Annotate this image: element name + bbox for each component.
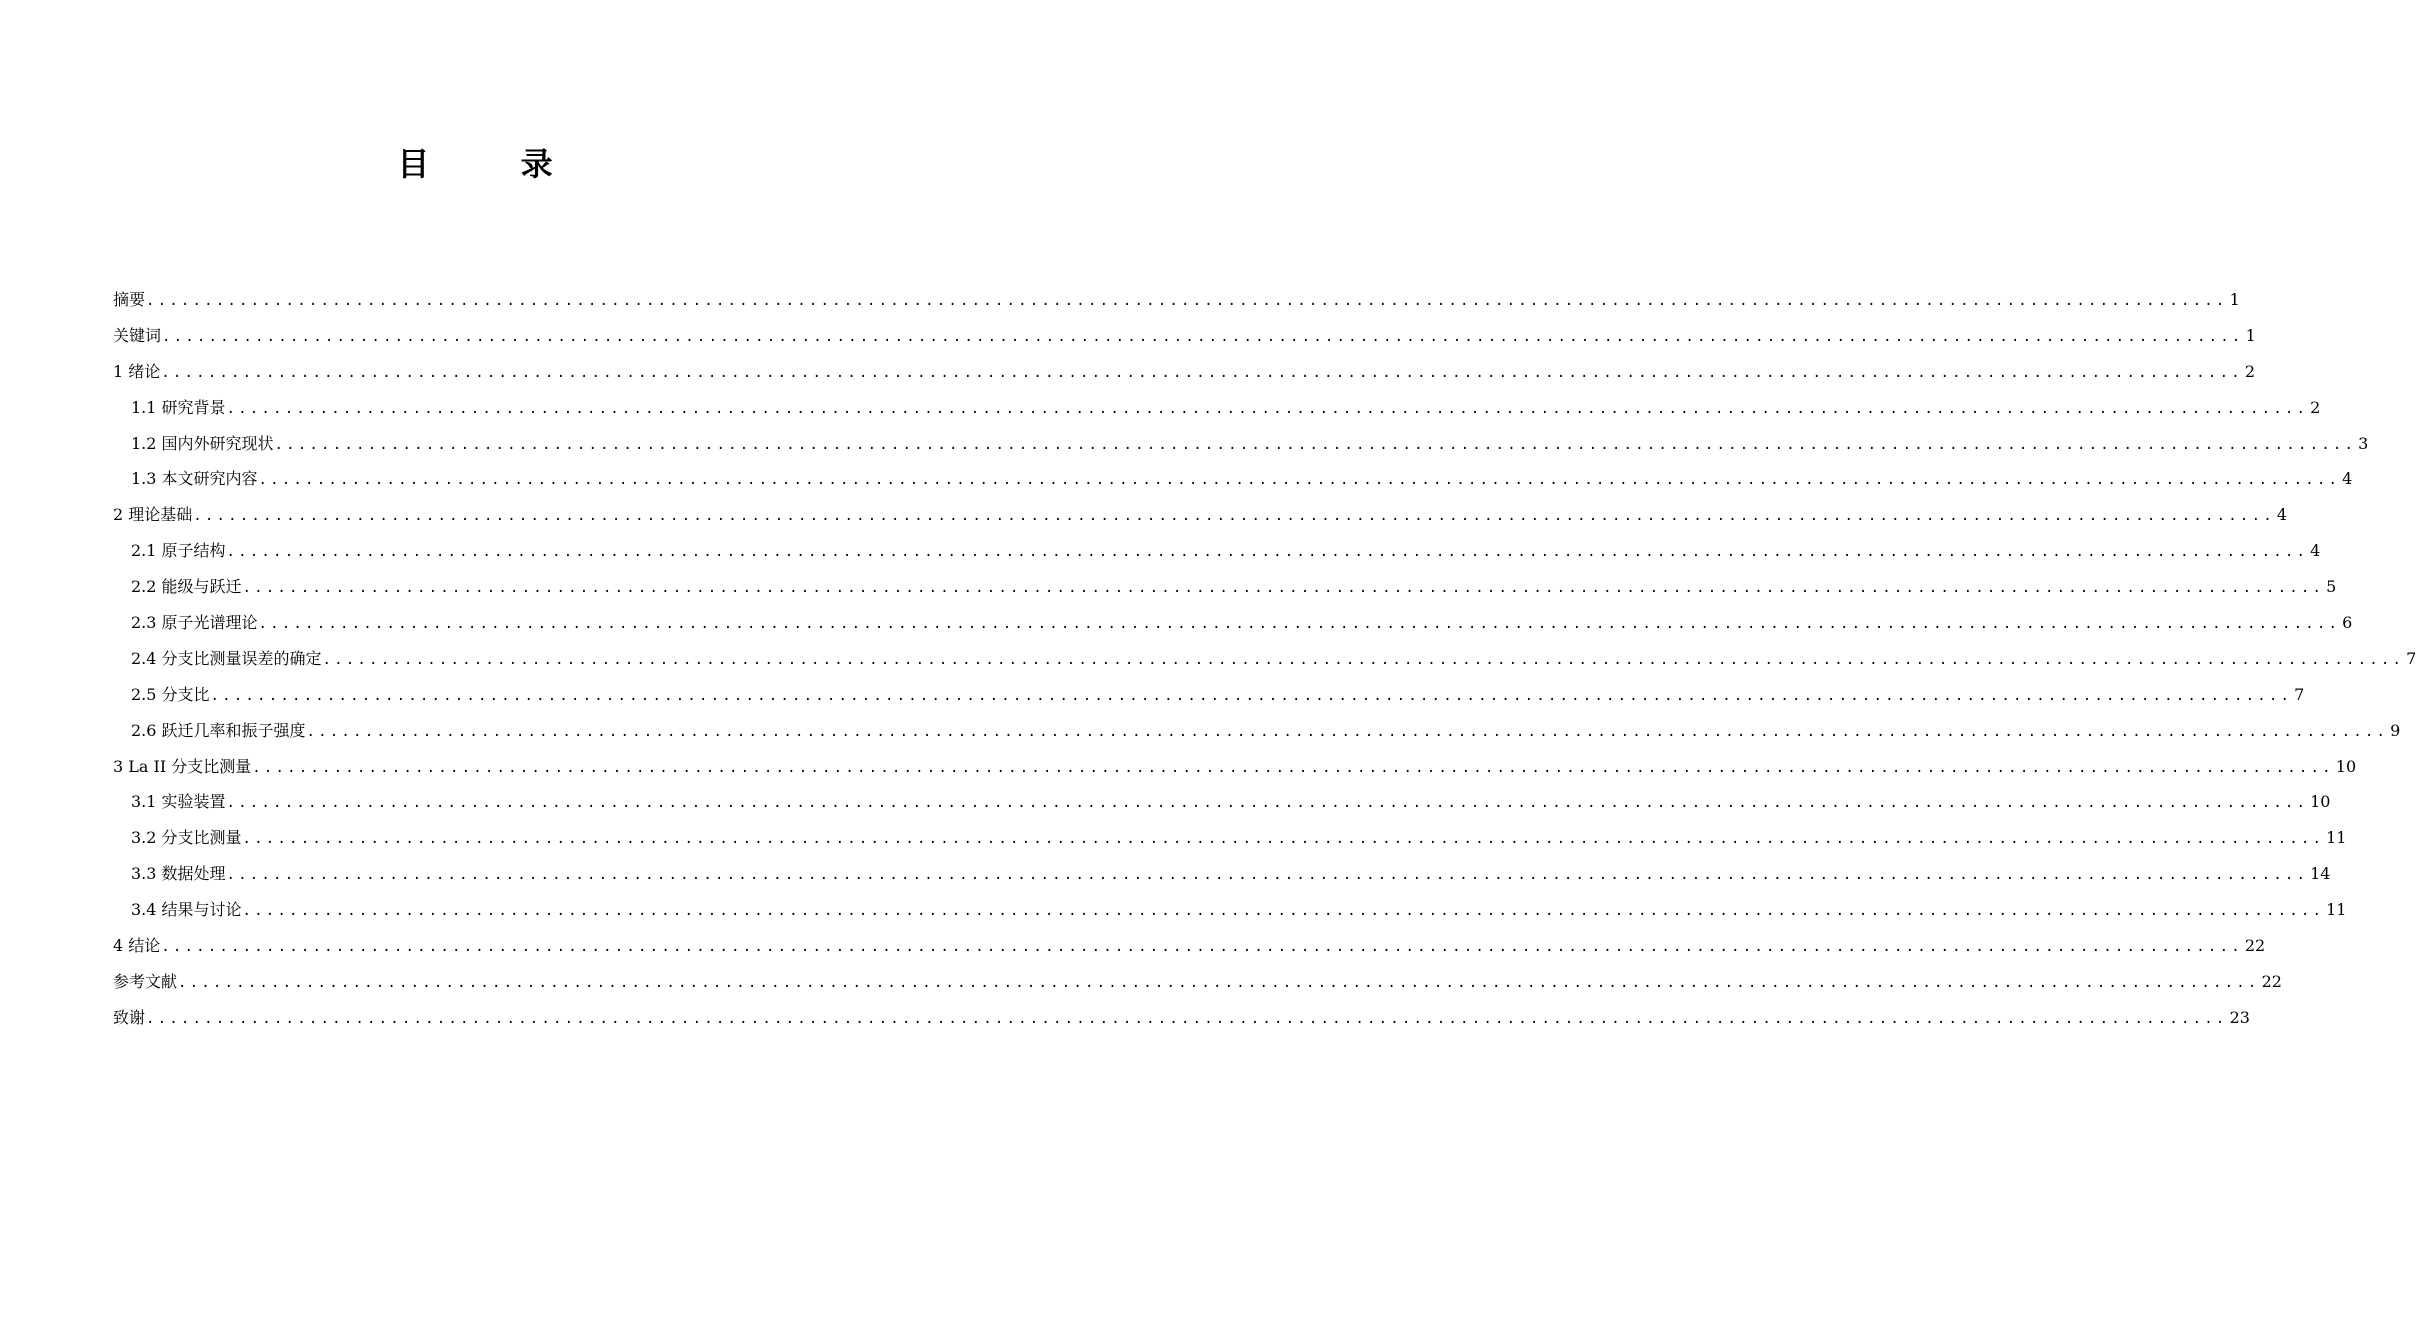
toc-dot-leader: ................................................................................................................................................................................... — [322, 651, 2405, 668]
toc-entry-page-number: 22 — [2261, 971, 2282, 991]
toc-entry-label: 1.2 国内外研究现状 — [131, 433, 274, 453]
toc-entry-page-number: 22 — [2244, 936, 2266, 956]
toc-entry[interactable] — [113, 749, 2357, 785]
toc-entry-label: 2.2 能级与跃迁 — [131, 577, 242, 597]
toc-entry-page-number: 4 — [2310, 541, 2321, 561]
toc-dot-leader: ................................................................................................................................................................................... — [226, 400, 2309, 417]
toc-entry-page-number: 6 — [2342, 613, 2353, 633]
toc-entry[interactable] — [113, 677, 2305, 713]
toc-entry[interactable] — [113, 820, 2347, 856]
toc-dot-leader: ................................................................................................................................................................................... — [193, 508, 2275, 525]
toc-entry-page-number: 10 — [2335, 756, 2357, 776]
toc-entry-page-number: 2 — [2244, 361, 2256, 381]
toc-dot-leader: ................................................................................................................................................................................... — [210, 687, 2293, 704]
toc-dot-leader: ................................................................................................................................................................................... — [258, 472, 2341, 489]
toc-entry-label: 2 理论基础 — [113, 505, 193, 525]
toc-dot-leader: ................................................................................................................................................................................... — [178, 974, 2260, 991]
toc-entry-label: 关键词 — [113, 325, 162, 345]
toc-entry-label: 2.3 原子光谱理论 — [131, 613, 258, 633]
toc-entry-label: 3.3 数据处理 — [131, 864, 226, 884]
toc-dot-leader: ................................................................................................................................................................................... — [226, 795, 2309, 812]
page-title: 目 录 — [397, 145, 593, 183]
toc-dot-leader: ................................................................................................................................................................................... — [242, 903, 2325, 920]
toc-dot-leader: ................................................................................................................................................................................... — [242, 580, 2325, 597]
toc-entry[interactable] — [113, 856, 2331, 892]
toc-entry-label: 2.1 原子结构 — [131, 541, 226, 561]
toc-dot-leader: ................................................................................................................................................................................... — [146, 293, 2228, 309]
toc-entry-label: 3 La II 分支比测量 — [113, 756, 252, 776]
toc-entry[interactable] — [113, 713, 2401, 749]
toc-entry-label: 1.1 研究背景 — [131, 397, 226, 417]
toc-entry-page-number: 11 — [2326, 900, 2347, 920]
toc-entry[interactable] — [113, 892, 2347, 928]
toc-entry-label: 3.2 分支比测量 — [131, 828, 242, 848]
toc-dot-leader: ................................................................................................................................................................................... — [274, 436, 2357, 453]
toc-dot-leader: ................................................................................................................................................................................... — [226, 867, 2309, 884]
toc-entry-page-number: 1 — [2229, 290, 2240, 309]
toc-entry-page-number: 3 — [2358, 433, 2369, 453]
toc-entry[interactable] — [113, 390, 2321, 426]
toc-dot-leader: ................................................................................................................................................................................... — [146, 1010, 2228, 1027]
toc-entry[interactable] — [113, 354, 2256, 390]
toc-entry-page-number: 1 — [2245, 325, 2256, 345]
toc-entry-label: 2.5 分支比 — [131, 684, 210, 704]
toc-dot-leader: ................................................................................................................................................................................... — [242, 831, 2325, 848]
toc-entry-label: 2.4 分支比测量误差的确定 — [131, 648, 322, 668]
toc-entry[interactable] — [113, 426, 2369, 462]
toc-entry-page-number: 23 — [2229, 1007, 2250, 1027]
toc-entry[interactable] — [113, 784, 2331, 820]
toc-entry-label: 摘要 — [113, 290, 146, 309]
toc-entry[interactable] — [113, 282, 2240, 318]
toc-entry-page-number: 9 — [2390, 720, 2401, 740]
toc-entry[interactable] — [113, 533, 2321, 569]
toc-entry-page-number: 7 — [2406, 648, 2416, 668]
table-of-contents — [113, 282, 2416, 1036]
toc-entry[interactable] — [113, 569, 2337, 605]
toc-entry-label: 致谢 — [113, 1007, 146, 1027]
toc-dot-leader: ................................................................................................................................................................................... — [161, 364, 2243, 381]
toc-entry[interactable] — [113, 605, 2353, 641]
toc-entry-page-number: 11 — [2326, 828, 2347, 848]
toc-dot-leader: ................................................................................................................................................................................... — [258, 616, 2341, 633]
toc-entry-page-number: 2 — [2310, 397, 2321, 417]
toc-entry[interactable] — [113, 497, 2288, 533]
toc-entry-page-number: 4 — [2342, 469, 2353, 489]
toc-entry-page-number: 4 — [2276, 505, 2288, 525]
toc-entry-label: 3.4 结果与讨论 — [131, 900, 242, 920]
toc-entry[interactable] — [113, 318, 2256, 354]
toc-dot-leader: ................................................................................................................................................................................... — [162, 328, 2244, 345]
toc-dot-leader: ................................................................................................................................................................................... — [252, 759, 2334, 776]
toc-entry[interactable] — [113, 964, 2282, 1000]
toc-entry-label: 2.6 跃迁几率和振子强度 — [131, 720, 306, 740]
toc-entry[interactable] — [113, 461, 2353, 497]
toc-entry-page-number: 7 — [2294, 684, 2305, 704]
toc-entry-page-number: 14 — [2310, 864, 2331, 884]
toc-dot-leader: ................................................................................................................................................................................... — [226, 544, 2309, 561]
toc-entry-label: 参考文献 — [113, 971, 178, 991]
toc-entry-label: 1 绪论 — [113, 361, 161, 381]
toc-entry-page-number: 5 — [2326, 577, 2337, 597]
toc-entry-label: 3.1 实验装置 — [131, 792, 226, 812]
toc-dot-leader: ................................................................................................................................................................................... — [161, 939, 2243, 956]
toc-entry[interactable] — [113, 928, 2266, 964]
toc-entry-label: 4 结论 — [113, 936, 161, 956]
toc-dot-leader: ................................................................................................................................................................................... — [306, 723, 2389, 740]
toc-entry-page-number: 10 — [2310, 792, 2331, 812]
toc-entry[interactable] — [113, 1000, 2250, 1036]
toc-entry[interactable] — [113, 641, 2416, 677]
toc-entry-label: 1.3 本文研究内容 — [131, 469, 258, 489]
